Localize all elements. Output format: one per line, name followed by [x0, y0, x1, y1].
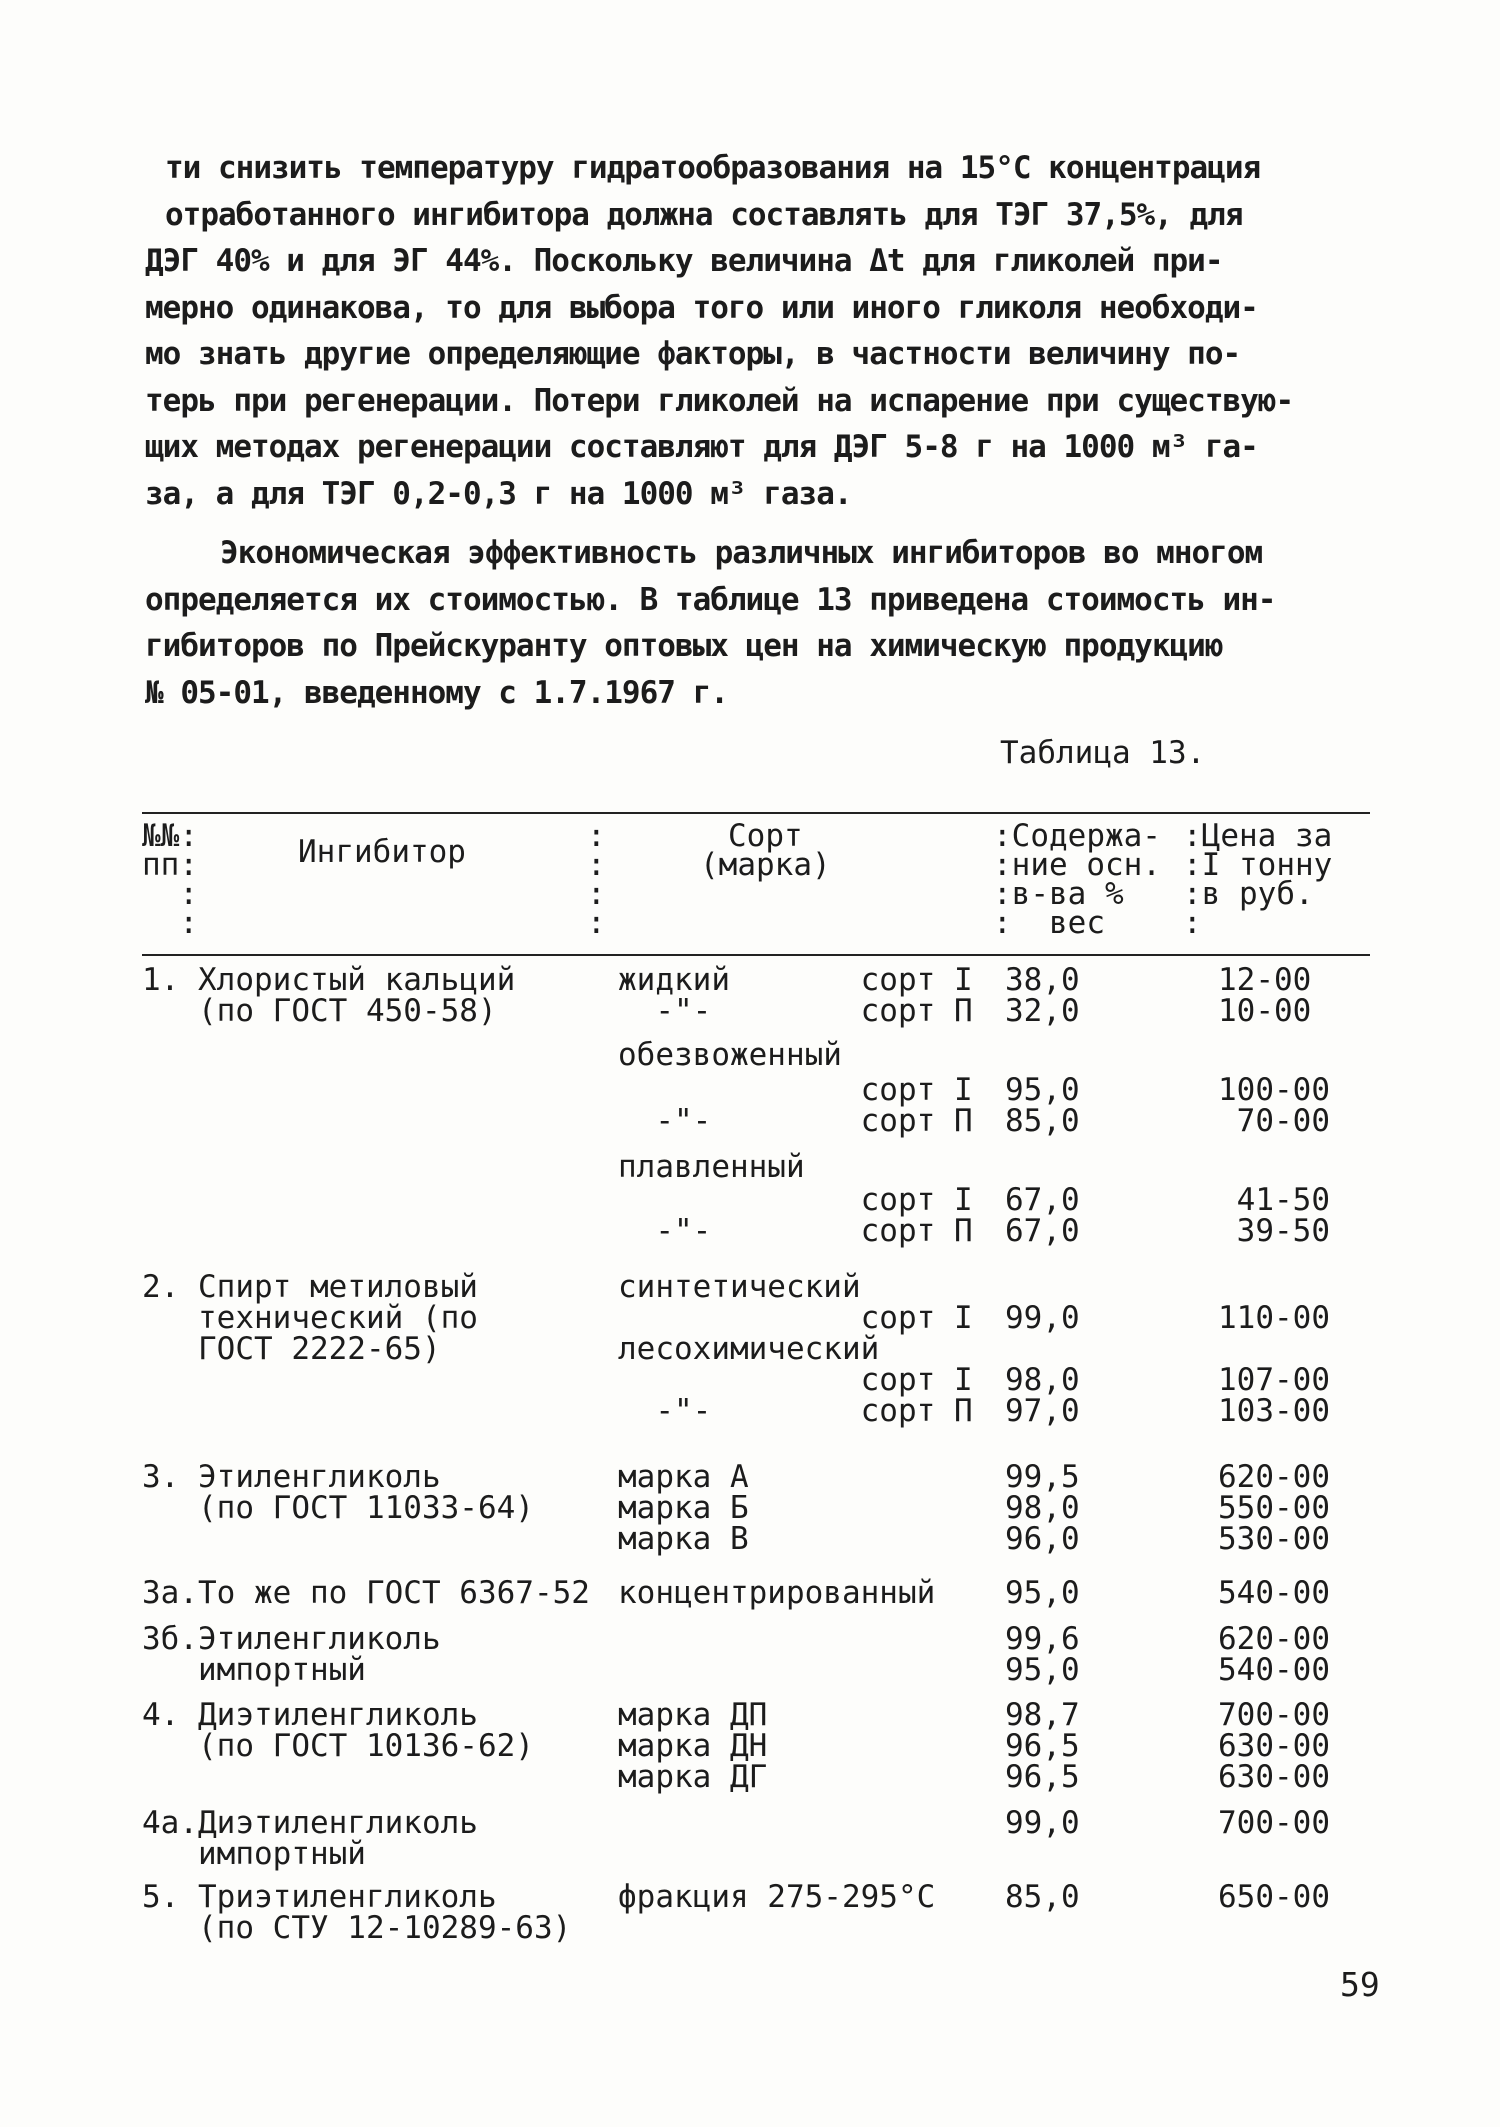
- price-value: 100-00 70-00: [1218, 1072, 1330, 1139]
- grade: плавленный: [618, 1149, 805, 1185]
- header-inhibitor: Ингибитор: [298, 834, 466, 870]
- table-header-rule: [142, 954, 1370, 956]
- paragraph-line: определяется их стоимостью. В таблице 13 приведена стоимость ин-: [145, 581, 1276, 618]
- row-number: 3.: [142, 1459, 180, 1495]
- row-number: 4а.: [142, 1805, 198, 1841]
- paragraph-line: ти снизить температуру гидратообразования на 15°С концентрация: [165, 150, 1261, 186]
- paragraph-line: отработанного ингибитора должна составлять для ТЭГ 37,5%, для: [165, 196, 1243, 233]
- header-separator: : : : :: [587, 818, 606, 941]
- content-value: 99,0 98,0 97,0: [1005, 1300, 1080, 1429]
- grade: сорт I -"- сорт П: [655, 1182, 973, 1249]
- price-value: 110-00 107-00 103-00: [1218, 1300, 1330, 1429]
- inhibitor-name: Триэтиленгликоль (по СТУ 12-10289-63): [198, 1879, 572, 1946]
- paragraph-line: щих методах регенерации составляют для ДЭГ 5-8 г на 1000 м³ га-: [145, 429, 1258, 465]
- inhibitor-name: Диэтиленгликоль импортный: [198, 1805, 478, 1872]
- price-value: 41-50 39-50: [1236, 1182, 1330, 1249]
- page-number: 59: [1340, 1965, 1380, 2004]
- content-value: 99,6 95,0: [1005, 1621, 1080, 1688]
- price-value: 650-00: [1218, 1879, 1330, 1915]
- content-value: 85,0: [1005, 1879, 1080, 1915]
- inhibitor-name: Спирт метиловый технический (по ГОСТ 2222-65): [198, 1269, 478, 1367]
- paragraph-line: № 05-01, введенному с 1.7.1967 г.: [145, 674, 728, 711]
- inhibitor-name: Этиленгликоль (по ГОСТ 11033-64): [198, 1459, 534, 1526]
- content-value: 99,5 98,0 96,0: [1005, 1459, 1080, 1557]
- price-value: 620-00 540-00: [1218, 1621, 1330, 1688]
- grade: синтетический сорт I лесохимический сорт I -"- сорт П: [618, 1269, 973, 1429]
- content-value: 95,0 85,0: [1005, 1072, 1080, 1139]
- row-number: 2.: [142, 1269, 180, 1305]
- row-number: 3а.: [142, 1575, 198, 1611]
- header-price: :Цена за :I тонну :в руб. :: [1183, 818, 1333, 941]
- inhibitor-name: Этиленгликоль импортный: [198, 1621, 441, 1688]
- content-value: 67,0 67,0: [1005, 1182, 1080, 1249]
- paragraph-line: мерно одинакова, то для выбора того или иного гликоля необходи-: [145, 289, 1258, 326]
- paragraph-line: мо знать другие определяющие факторы, в частности величину по-: [145, 336, 1241, 372]
- paragraph-line: гибиторов по Прейскуранту оптовых цен на химическую продукцию: [145, 628, 1223, 664]
- content-value: 98,7 96,5 96,5: [1005, 1697, 1080, 1795]
- price-value: 700-00 630-00 630-00: [1218, 1697, 1330, 1795]
- grade: концентрированный: [618, 1575, 936, 1611]
- price-value: 700-00: [1218, 1805, 1330, 1841]
- paragraph-line: за, а для ТЭГ 0,2-0,3 г на 1000 м³ газа.: [145, 475, 852, 512]
- grade: жидкий сорт I -"- сорт П: [618, 962, 973, 1029]
- price-value: 12-00 10-00: [1218, 962, 1312, 1029]
- row-number: 4.: [142, 1697, 180, 1733]
- content-value: 95,0: [1005, 1575, 1080, 1611]
- grade: фракция 275-295°С: [618, 1879, 936, 1915]
- grade: сорт I -"- сорт П: [655, 1072, 973, 1139]
- inhibitor-name: Хлористый кальций (по ГОСТ 450-58): [198, 962, 516, 1029]
- paragraph-line: терь при регенерации. Потери гликолей на испарение при существую-: [145, 382, 1294, 419]
- paragraph-line: ДЭГ 40% и для ЭГ 44%. Поскольку величина Δt для гликолей при-: [145, 243, 1223, 279]
- price-value: 620-00 550-00 530-00: [1218, 1459, 1330, 1557]
- price-value: 540-00: [1218, 1575, 1330, 1611]
- grade: обезвоженный: [618, 1037, 842, 1073]
- grade: марка ДП марка ДН марка ДГ: [618, 1697, 768, 1795]
- paragraph-line: Экономическая эффективность различных ингибиторов во многом: [220, 535, 1263, 571]
- header-grade: Сорт (марка): [700, 818, 831, 883]
- table-top-rule: [142, 812, 1370, 814]
- inhibitor-name: То же по ГОСТ 6367-52: [198, 1575, 590, 1611]
- table-caption: Таблица 13.: [1000, 735, 1206, 771]
- content-value: 38,0 32,0: [1005, 962, 1080, 1029]
- inhibitor-name: Диэтиленгликоль (по ГОСТ 10136-62): [198, 1697, 534, 1764]
- row-number: 1.: [142, 962, 180, 998]
- header-number: №№: пп: : :: [142, 818, 198, 941]
- grade: марка А марка Б марка В: [618, 1459, 749, 1557]
- content-value: 99,0: [1005, 1805, 1080, 1841]
- header-content: :Содержа- :ние осн. :в-ва % : вес: [993, 818, 1161, 941]
- row-number: 5.: [142, 1879, 180, 1915]
- row-number: 3б.: [142, 1621, 198, 1657]
